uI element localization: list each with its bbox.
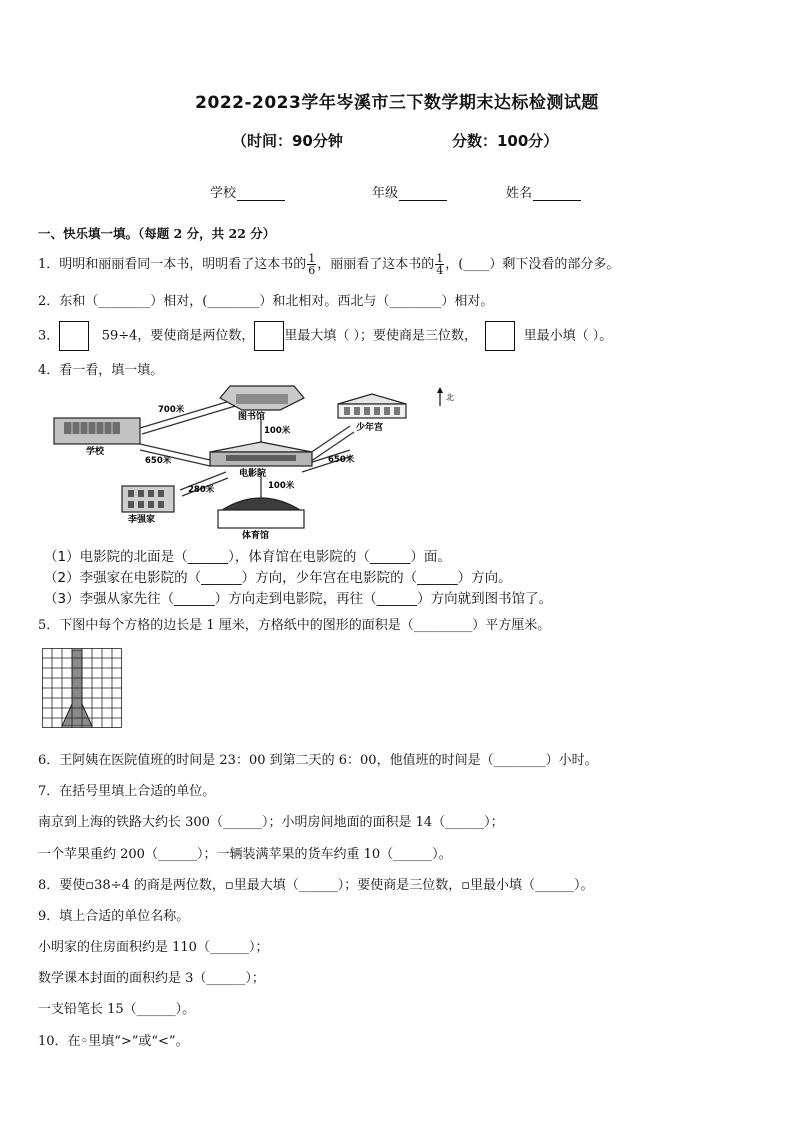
school-label: 学校 [86,447,105,457]
section-heading: 一、快乐填一填。（每题 2 分，共 22 分） [38,226,276,241]
question-4-part-3: （3）李强从家先往（______）方向走到电影院，再往（______）方向就到图书馆了。 [44,591,553,607]
distance-100-south: 100米 [268,481,295,491]
youth-palace-label: 少年宫 [356,423,384,433]
time-limit: （时间：90分钟 [232,132,343,150]
question-7-line-1: 南京到上海的铁路大约长 300（______）；小明房间地面的面积是 14（______）； [38,815,504,830]
name-field[interactable]: 姓名 [506,182,581,201]
question-7-line-2: 一个苹果重约 200（______）；一辆装满苹果的货车约重 10（______）。 [38,847,452,862]
li-qiang-home-label: 李强家 [128,515,156,525]
location-map [50,382,470,540]
school-field[interactable]: 学校 [210,182,285,201]
distance-650-west: 650米 [145,456,172,466]
question-7: 7．在括号里填上合适的单位。 [38,784,216,799]
li-qiang-home-building [122,486,174,512]
question-9: 9．填上合适的单位名称。 [38,909,190,924]
answer-box-1[interactable] [59,321,89,351]
total-score: 分数：100分） [452,132,559,150]
distance-280: 280米 [188,485,215,495]
north-arrow-icon [437,387,443,406]
distance-100-north: 100米 [264,426,291,436]
distance-700: 700米 [158,405,185,415]
question-9-line-2: 数学课本封面的面积约是 3（______）； [38,971,265,986]
question-10: 10．在◦里填“>”或“<”。 [38,1034,189,1049]
question-6: 6．王阿姨在医院值班的时间是 23：00 到第二天的 6：00，他值班的时间是（________）小时。 [38,753,598,768]
question-5: 5．下图中每个方格的边长是 1 厘米，方格纸中的图形的面积是（_________）平方厘米。 [38,618,551,633]
question-4-part-2: （2）李强家在电影院的（______）方向，少年宫在电影院的（______）方向。 [44,570,512,586]
question-4: 4．看一看，填一填。 [38,363,164,378]
question-9-line-1: 小明家的住房面积约是 110（______）； [38,940,269,955]
stadium-label: 体育馆 [242,531,270,540]
page-title: 2022-2023学年岑溪市三下数学期末达标检测试题 [195,93,599,113]
school-building [54,418,140,444]
question-4-part-1: （1）电影院的北面是（______），体育馆在电影院的（______）面。 [44,549,451,565]
distance-650-east: 650米 [328,455,355,465]
answer-box-3[interactable] [485,321,515,351]
north-label: 北 [446,393,454,402]
cinema-label: 电影院 [239,469,267,479]
fraction-one-fourth: $\frac{1}{4}$ [436,252,444,277]
question-9-line-3: 一支铅笔长 15（______）。 [38,1002,196,1017]
library-label: 图书馆 [238,412,266,422]
question-1: 1．明明和丽丽看同一本书，明明看了这本书的 $\frac{1}{6}$ ，丽丽看了这本书的 $\frac{1}{4}$ ，(____）剩下没看的部分多。 [38,252,620,277]
youth-palace-building [338,394,406,418]
cinema-building [210,442,312,466]
grade-field[interactable]: 年级 [372,182,447,201]
question-2: 2．东和（________）相对，(________）和北相对。西北与（________）相对。 [38,294,494,309]
stadium-building [218,498,304,528]
question-8: 8．要使▫38÷4 的商是两位数，▫里最大填（______）；要使商是三位数，▫里最小填（______）。 [38,878,594,893]
fraction-one-sixth: $\frac{1}{6}$ [308,252,316,277]
question-3: 3． 59÷4，要使商是两位数， 里最大填（ ）；要使商是三位数， 里最小填（ ）。 [38,321,612,351]
grid-figure [42,648,122,728]
answer-box-2[interactable] [254,321,284,351]
